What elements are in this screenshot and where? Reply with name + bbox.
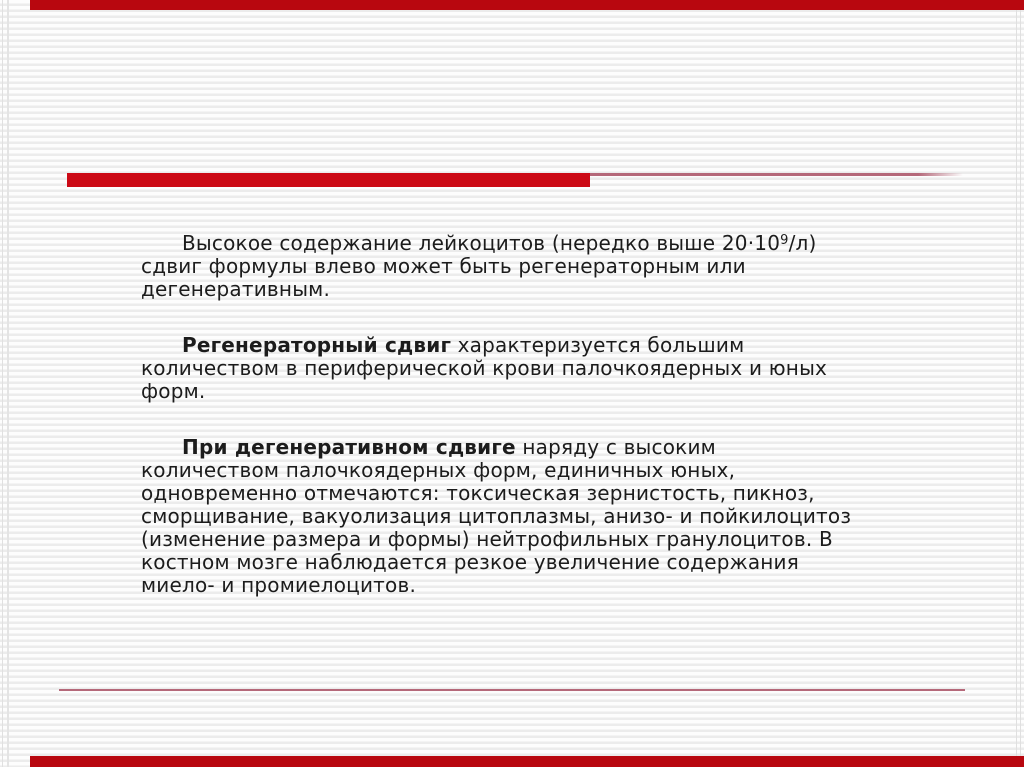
text-line: [141, 528, 941, 551]
text-line: [141, 551, 941, 574]
bold-text-segment: При дегенеративном сдвиге: [182, 435, 516, 459]
text-line: [141, 229, 941, 255]
text-segment: количеством палочкоядерных форм, единичных юных,: [141, 458, 736, 482]
text-line: [141, 574, 941, 597]
title-divider-thin-line: [590, 173, 963, 176]
text-segment: /л): [788, 231, 817, 255]
superscript-segment: 9: [780, 233, 789, 248]
left-margin-line-inner: [7, 0, 9, 767]
text-segment: миело- и промиелоцитов.: [141, 573, 417, 597]
bottom-accent-bar: [30, 756, 1024, 767]
text-line: [141, 255, 941, 278]
bold-text-segment: Регенераторный сдвиг: [182, 333, 452, 357]
text-segment: дегенеративным.: [141, 277, 331, 301]
text-segment: сморщивание, вакуолизация цитоплазмы, анизо- и пойкилоцитоз: [141, 504, 852, 528]
text-segment: наряду с высоким: [515, 435, 716, 459]
text-line: [141, 380, 941, 403]
right-margin-line-outer: [1020, 0, 1021, 767]
text-segment: Высокое содержание лейкоцитов (нередко выше 20·10: [182, 231, 781, 255]
text-line: [141, 482, 941, 505]
text-segment: сдвиг формулы влево может быть регенераторным или: [141, 254, 746, 278]
text-line: [141, 459, 941, 482]
text-line: [141, 278, 941, 301]
text-line: [141, 436, 941, 459]
left-margin-line-outer: [2, 0, 3, 767]
text-segment: характеризуется большим: [451, 333, 745, 357]
title-divider-bar: [67, 173, 590, 187]
text-segment: форм.: [141, 379, 206, 403]
paragraph: [141, 334, 941, 403]
text-segment: (изменение размера и формы) нейтрофильных гранулоцитов. В: [141, 527, 833, 551]
text-line: [141, 357, 941, 380]
top-accent-bar: [30, 0, 1024, 10]
text-segment: количеством в периферической крови палочкоядерных и юных: [141, 356, 828, 380]
paragraph: [141, 436, 941, 597]
right-margin-line-inner: [1016, 0, 1017, 767]
text-segment: костном мозге наблюдается резкое увеличение содержания: [141, 550, 799, 574]
paragraph: [141, 229, 941, 301]
footer-rule: [59, 689, 965, 691]
text-line: [141, 334, 941, 357]
text-line: [141, 505, 941, 528]
text-segment: одновременно отмечаются: токсическая зернистость, пикноз,: [141, 481, 815, 505]
slide-body-text: [141, 229, 941, 597]
